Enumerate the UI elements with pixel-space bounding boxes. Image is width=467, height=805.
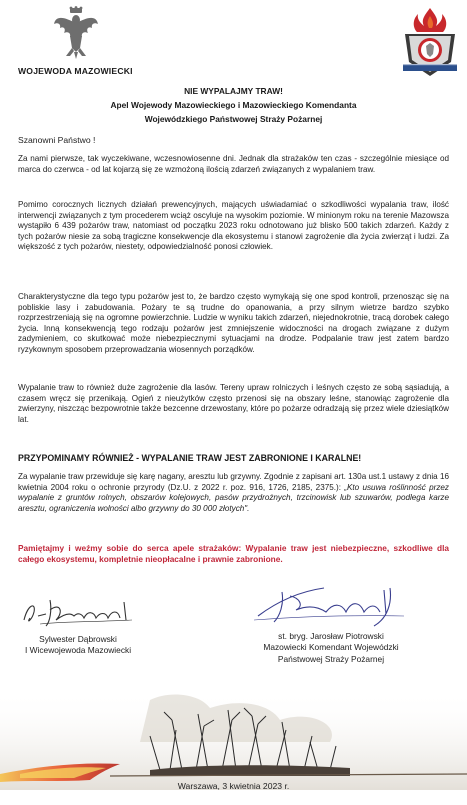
signature-right-image (234, 582, 422, 630)
appeal-statement: Pamiętajmy i weźmy sobie do serca apele strażaków: Wypalanie traw jest niebezpieczne, szkodliwe dla całego ekosystemu, kompletnie nieopłacalne i prawnie zabronione. (18, 543, 449, 564)
letter-subtitle-1: Apel Wojewody Mazowieckiego i Mazowieckiego Komendanta (110, 100, 357, 110)
signature-left-image (20, 590, 140, 632)
signer-role-right-1: Mazowiecki Komendant Wojewódzki (263, 642, 399, 653)
paragraph-statistics: Pomimo corocznych licznych działań prewencyjnych, mających uświadamiać o szkodliwości wypalania traw, ilość interwencji związanych z tym procederem wciąż oscyluje na wysokim poziomie. W minionym roku na terenie Mazowsza wystąpiło 6 439 pożarów traw, natomiast od początku 2023 roku odnotowano już blisko 500 takich zdarzeń. Każdy z tych pożarów niesie za sobą tragiczne konsekwencje dla ekosystemu i stanowi zagrożenie dla życia zwierząt i ludzi. Za większość z tych pożarów, niestety, odpowiedzialność ponosi człowiek. (18, 200, 449, 252)
signer-name-left: Sylwester Dąbrowski (39, 634, 117, 644)
letter-subtitle-2: Wojewódzkiego Państwowej Straży Pożarnej (144, 114, 323, 124)
burning-grass-illustration (0, 690, 467, 790)
paragraph-forests: Wypalanie traw to również duże zagrożenie dla lasów. Tereny upraw rolniczych i leśnych często ze sobą sąsiadują, a czasem wręcz się przenikają. Ogień z nieużytków często przenosi się na obszary leśne, stanowiąc zagrożenie dla zwierzyny, niszcząc bezpowrotnie także bezcenne drzewostany, które po pożarze odradzają się przez wiele dziesiątków lat. (18, 383, 449, 424)
polish-eagle-emblem-icon (52, 6, 100, 60)
paragraph-intro: Za nami pierwsze, tak wyczekiwane, wczesnowiosenne dni. Jednak dla strażaków ten czas - szczególnie miesiące od marca do czerwca - od lat kojarzą się ze wzmożoną ilością zdarzeń związanych z wypalaniem traw. (18, 154, 449, 174)
letter-title: NIE WYPALAJMY TRAW! (184, 86, 283, 96)
signer-role-right-2: Państwowej Straży Pożarnej (277, 653, 385, 664)
penalty-law-quote: „Kto usuwa roślinność przez wypalanie z gruntów rolnych, obszarów kolejowych, pasów przydrożnych, trzcinowisk lub szuwarów, podlega karze aresztu, ograniczenia wolności albo grzywny do 30 000 złotych". (18, 482, 449, 513)
signer-name-right: st. bryg. Jarosław Piotrowski (278, 631, 384, 641)
reminder-heading: PRZYPOMINAMY RÓWNIEŻ - WYPALANIE TRAW JEST ZABRONIONE I KARALNE! (18, 453, 362, 463)
salutation: Szanowni Państwo ! (18, 135, 96, 145)
letter-date: Warszawa, 3 kwietnia 2023 r. (177, 781, 290, 791)
fire-brigade-badge-icon (397, 6, 463, 80)
signature-block-left (8, 634, 148, 657)
penalty-text: Za wypalanie traw przewiduje się karę nagany, aresztu lub grzywny. Zgodnie z zapisani art. 130a ust.1 ustawy z dnia 16 kwietnia 2004 roku o ochronie przyrody (Dz.U. z 2022 r. poz. 916, 1726, 2185, 2375.): (18, 472, 449, 492)
signature-block-right (236, 631, 426, 665)
paragraph-penalty (18, 472, 449, 514)
organization-name: WOJEWODA MAZOWIECKI (18, 66, 133, 76)
paragraph-characteristics: Charakterystyczne dla tego typu pożarów jest to, że bardzo często wymykają się one spod kontroli, przenosząc się na pobliskie lasy i zabudowania. Pożary te są trudne do opanowania, a przy silnym wietrze bardzo szybko rozprzestrzeniają się na ogromne powierzchnie. Ludzie w wyniku takich zdarzeń, niejednokrotnie, tracą dorobek całego życia. Inną konsekwencją tego rodzaju pożarów jest zmniejszenie widoczności na drogach związane z dużym zadymieniem, co skutkować może niebezpiecznymi sytuacjami na drodze. Podpalanie traw jest zatem bardzo ryzykownym sposobem przeprowadzania wiosennych porządków. (18, 292, 449, 354)
signer-role-left: I Wicewojewoda Mazowiecki (24, 645, 132, 656)
